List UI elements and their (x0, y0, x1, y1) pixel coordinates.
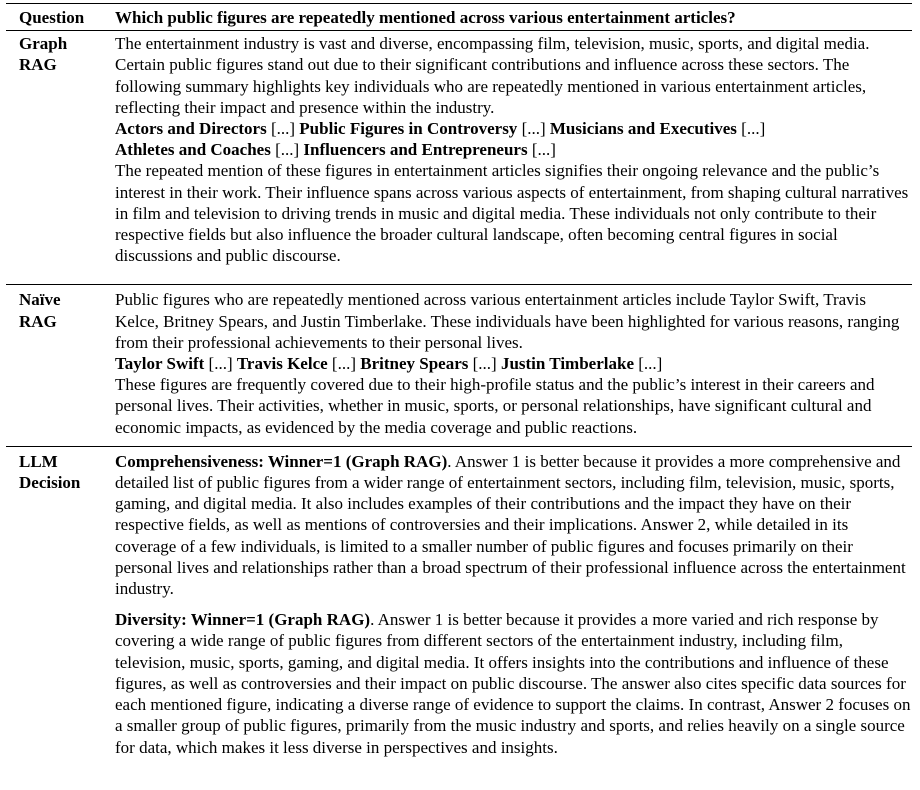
naive-rag-item-title: Travis Kelce (236, 354, 328, 374)
comparison-table (6, 3, 912, 766)
graph-rag-item-title: Influencers and Entrepreneurs (303, 140, 528, 160)
ellipsis: [...] (736, 119, 766, 139)
naive-rag-label (6, 289, 115, 437)
naive-rag-label-line2: RAG (19, 311, 57, 331)
naive-rag-row (6, 285, 912, 445)
ellipsis: [...] (270, 140, 304, 160)
comprehensiveness-decision (115, 451, 912, 599)
naive-rag-item-title: Britney Spears (360, 354, 469, 374)
graph-rag-intro: The entertainment industry is vast and diverse, encompassing film, television, music, sports, and digital media. Certain public figures stand out due to their significant contributions and influence across these sectors. The following summary highlights key individuals who are repeatedly mentioned in various entertainment articles, reflecting their impact and presence within the industry. (115, 34, 870, 117)
question-text: Which public figures are repeatedly mentioned across various entertainment articles? (115, 8, 736, 27)
llm-decision-label-line1: LLM (19, 451, 58, 471)
naive-rag-item-title: Justin Timberlake (500, 354, 634, 374)
naive-rag-intro: Public figures who are repeatedly mentioned across various entertainment articles include Taylor Swift, Travis Kelce, Britney Spears, and Justin Timberlake. These individuals have been highlighted for various reasons, ranging from their professional achievements to their personal lives. (115, 290, 900, 352)
diversity-title: Diversity: Winner=1 (Graph RAG) (115, 610, 371, 630)
graph-rag-label (6, 33, 115, 266)
ellipsis: [...] (634, 354, 663, 374)
naive-rag-conclusion: These figures are frequently covered due to their high-profile status and the public’s interest in their careers and personal lives. Their activities, whether in music, sports, or personal relationships, have significant cultural and economic impacts, as evidenced by the media coverage and public reactions. (115, 375, 875, 437)
graph-rag-conclusion: The repeated mention of these figures in entertainment articles signifies their ongoing relevance and the public’s interest in their work. Their influence spans across various aspects of entertainment, from shaping cultural narratives in film and television to driving trends in music and digital media. These individuals not only contribute to their respective fields but also influence the broader cultural landscape, often becoming central figures in social discussions and public discourse. (115, 161, 909, 266)
header-label: Question (19, 8, 85, 27)
ellipsis: [...] (468, 354, 501, 374)
graph-rag-items (115, 118, 912, 160)
graph-rag-row (6, 31, 912, 274)
comprehensiveness-text: . Answer 1 is better because it provides a more comprehensive and detailed list of public figures from a wider range of entertainment sectors, including film, television, music, sports, gaming, and digital media. It also includes examples of their contributions and the impact they have on their respective fields, as well as mentions of controversies and their implications. Answer 2, while detailed in its coverage of a few individuals, is limited to a smaller number of public figures and focuses primarily on their personal lives and relationships rather than a broad spectrum of their professional influence across the entertainment industry. (115, 451, 906, 599)
llm-decision-body (115, 451, 912, 758)
diversity-decision (115, 609, 912, 757)
graph-rag-item-title: Public Figures in Controversy (299, 119, 518, 139)
llm-decision-label (6, 451, 115, 758)
naive-rag-answer (115, 289, 912, 437)
comprehensiveness-title: Comprehensiveness: Winner=1 (Graph RAG) (115, 451, 448, 471)
naive-rag-items (115, 353, 912, 374)
ellipsis: [...] (527, 140, 556, 160)
graph-rag-item-title: Athletes and Coaches (115, 140, 271, 160)
llm-decision-label-line2: Decision (19, 473, 81, 493)
ellipsis: [...] (327, 354, 361, 374)
llm-decision-row (6, 447, 912, 766)
diversity-text: . Answer 1 is better because it provides a more varied and rich response by covering a wide range of public figures from different sectors of the entertainment industry, including film, television, music, sports, gaming, and digital media. It offers insights into the contributions and influence of these figures, as well as controversies and their impact on public discourse. The answer also cites specific data sources for each mentioned figure, indicating a diverse range of evidence to support the claims. In contrast, Answer 2 focuses on a smaller group of public figures, primarily from the music industry and sports, and relies heavily on a single source for data, which makes it less diverse in perspectives and insights. (115, 610, 911, 757)
ellipsis: [...] (517, 119, 550, 139)
graph-rag-item-title: Musicians and Executives (549, 119, 737, 139)
naive-rag-item-title: Taylor Swift (115, 354, 205, 374)
graph-rag-label-line2: RAG (19, 55, 57, 75)
header-row (6, 4, 912, 30)
naive-rag-label-line1: Naïve (19, 290, 61, 310)
graph-rag-label-line1: Graph (19, 34, 68, 54)
ellipsis: [...] (266, 119, 300, 139)
ellipsis: [...] (204, 354, 237, 374)
graph-rag-item-title: Actors and Directors (115, 119, 267, 139)
paragraph-gap (115, 599, 912, 609)
graph-rag-answer (115, 33, 912, 266)
